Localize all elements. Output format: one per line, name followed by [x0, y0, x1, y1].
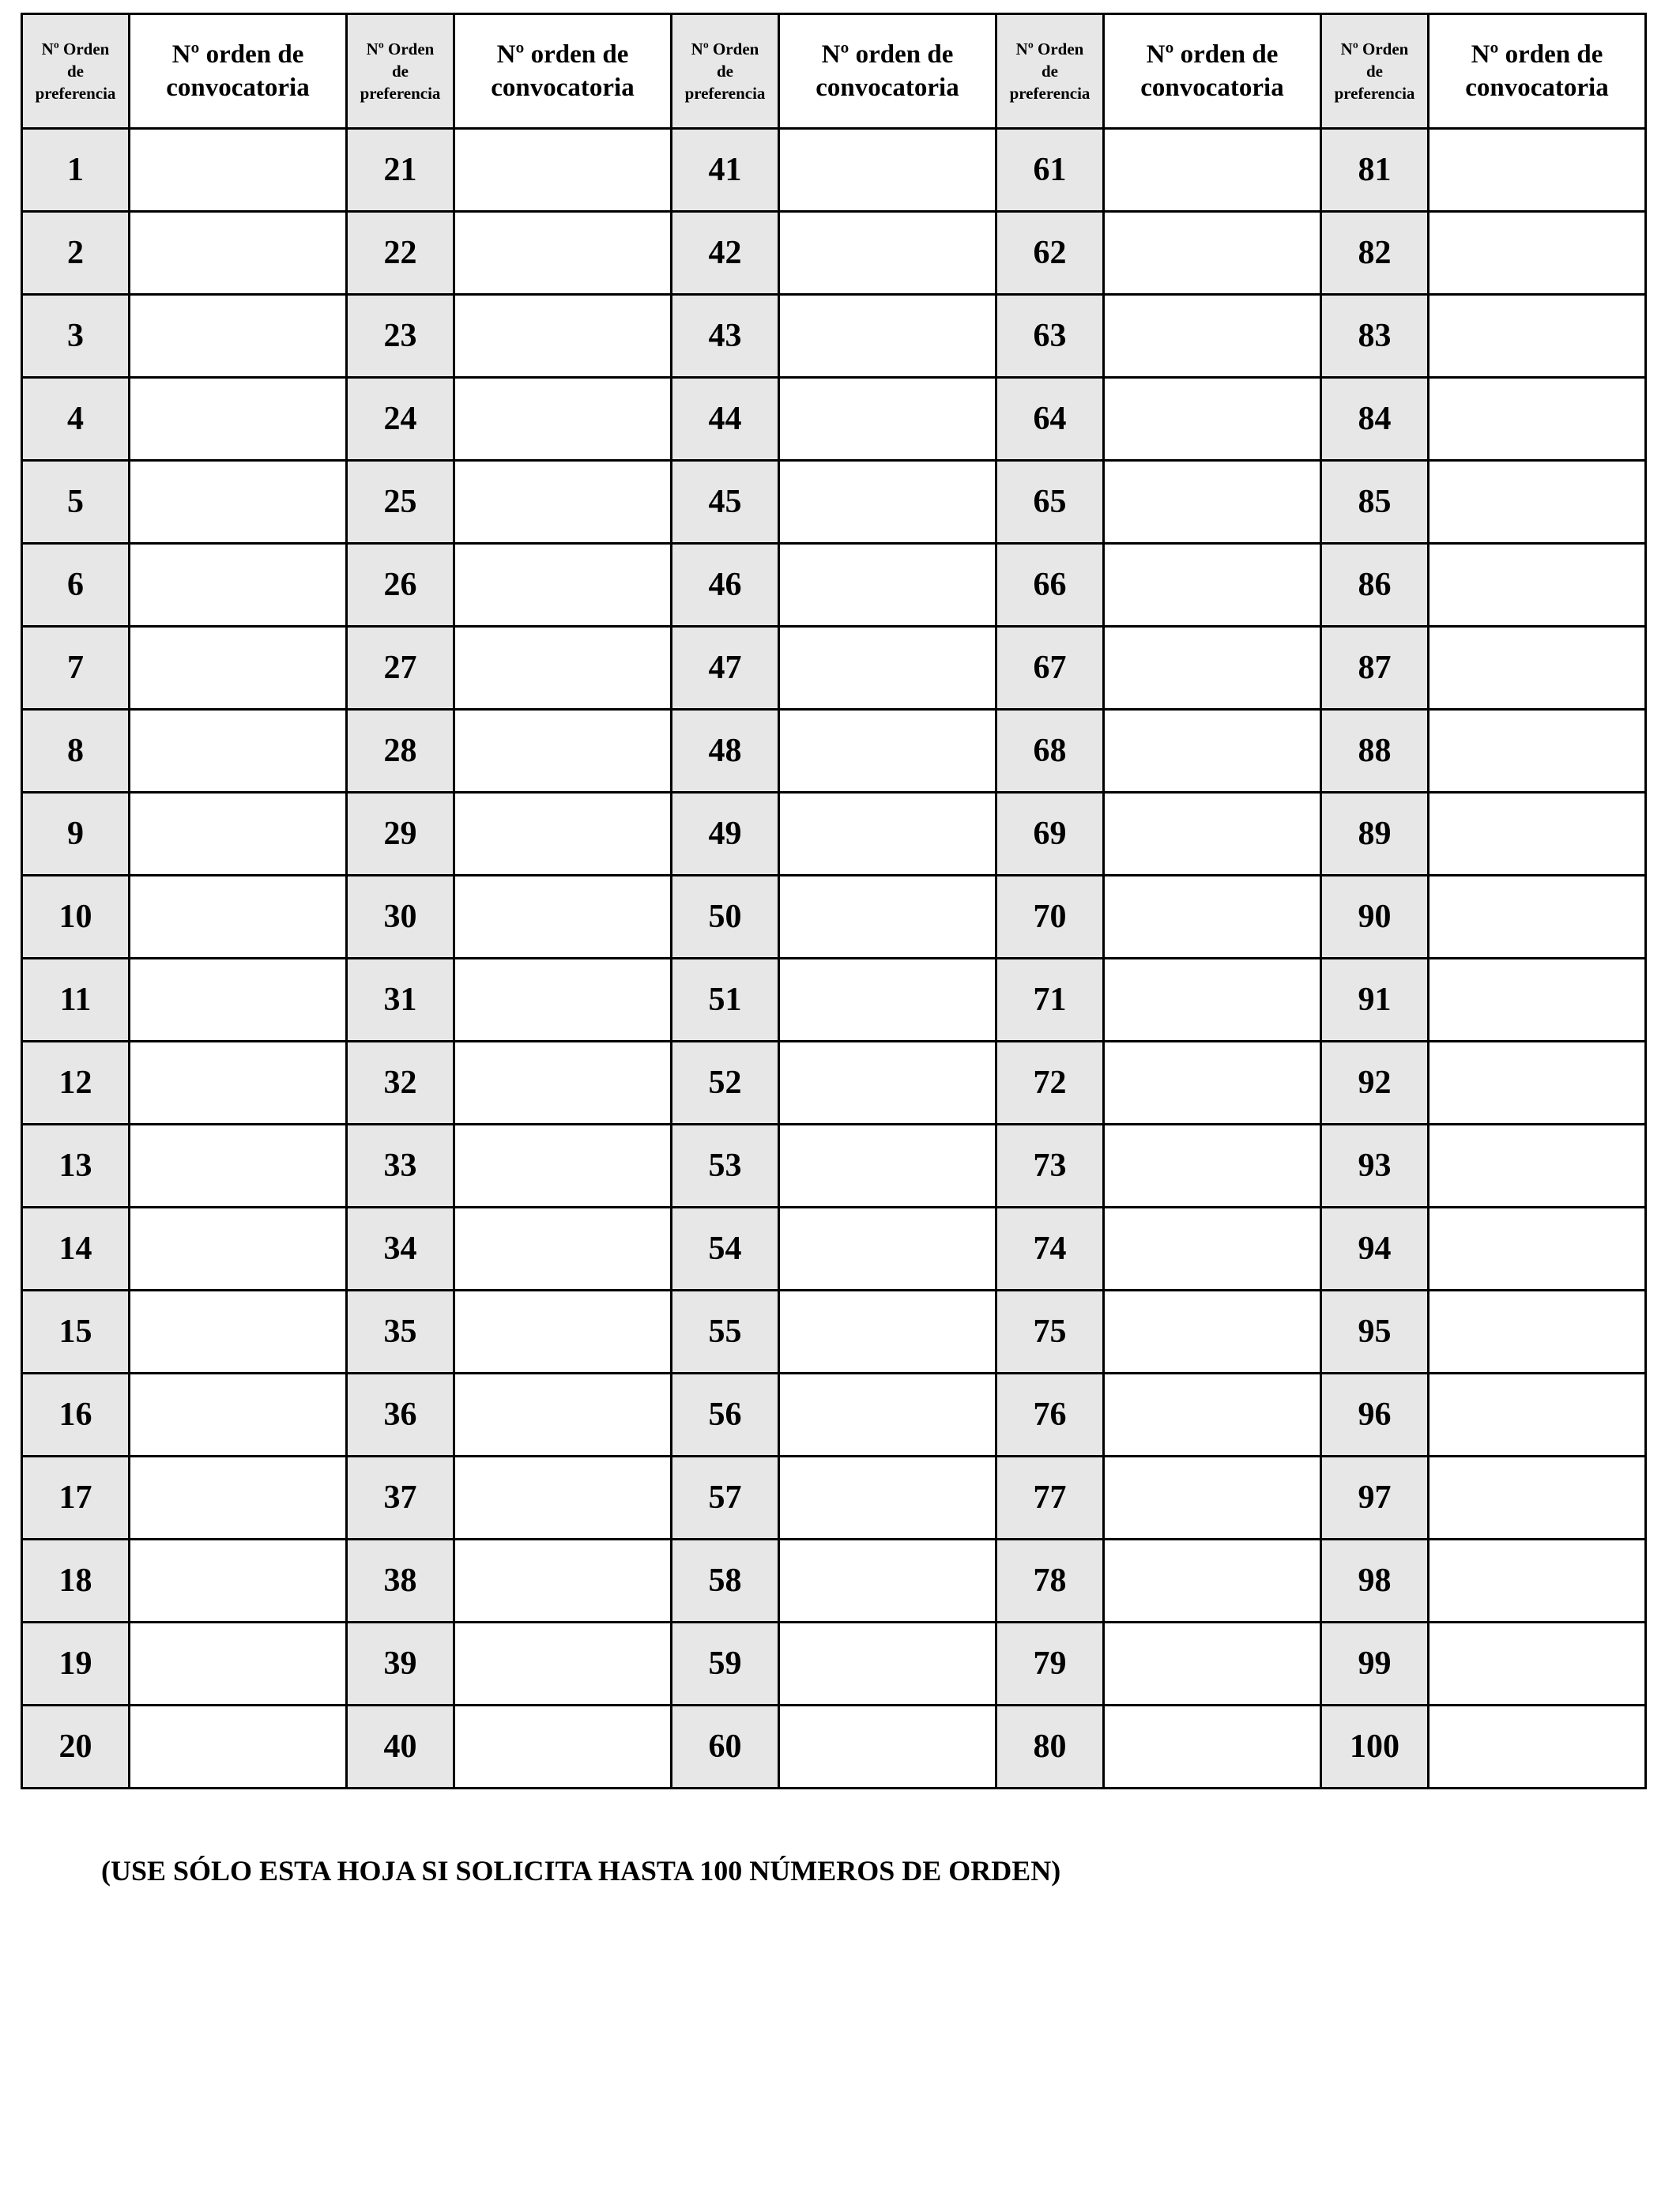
table-row [22, 295, 1646, 378]
preference-number: 15 [22, 1291, 130, 1374]
preference-number: 62 [996, 212, 1104, 295]
call-order-field[interactable] [130, 212, 347, 295]
call-order-field[interactable] [1104, 544, 1321, 627]
call-order-field[interactable] [454, 959, 672, 1042]
header-preference-order [22, 14, 130, 129]
preference-number: 10 [22, 876, 130, 959]
header-line: preferencia [1334, 84, 1415, 103]
header-line: convocatoria [491, 74, 635, 102]
call-order-field[interactable] [454, 212, 672, 295]
preference-number: 31 [347, 959, 454, 1042]
call-order-field[interactable] [779, 1540, 996, 1623]
call-order-field[interactable] [454, 378, 672, 461]
call-order-field[interactable] [1104, 1540, 1321, 1623]
header-line: Nº orden de [1146, 40, 1279, 69]
call-order-field[interactable] [1429, 1540, 1646, 1623]
preference-number: 65 [996, 461, 1104, 544]
preference-number: 14 [22, 1208, 130, 1291]
preference-number: 69 [996, 793, 1104, 876]
call-order-field[interactable] [1104, 876, 1321, 959]
preference-number: 52 [672, 1042, 779, 1125]
call-order-field[interactable] [130, 461, 347, 544]
call-order-field[interactable] [1104, 959, 1321, 1042]
call-order-field[interactable] [130, 793, 347, 876]
header-preference-order [347, 14, 454, 129]
call-order-field[interactable] [1104, 1125, 1321, 1208]
call-order-field[interactable] [1429, 876, 1646, 959]
preference-number: 16 [22, 1374, 130, 1457]
call-order-field[interactable] [779, 378, 996, 461]
table-row [22, 710, 1646, 793]
call-order-field[interactable] [779, 627, 996, 710]
call-order-field[interactable] [1104, 1291, 1321, 1374]
header-line: de [1042, 62, 1058, 81]
preference-number: 20 [22, 1706, 130, 1789]
header-line: de [392, 62, 409, 81]
table-row [22, 129, 1646, 212]
preference-number: 57 [672, 1457, 779, 1540]
preference-number: 19 [22, 1623, 130, 1706]
header-preference-order [1321, 14, 1429, 129]
preference-number: 53 [672, 1125, 779, 1208]
preference-number: 8 [22, 710, 130, 793]
preference-number: 6 [22, 544, 130, 627]
call-order-field[interactable] [1104, 1623, 1321, 1706]
table-row [22, 1291, 1646, 1374]
call-order-field[interactable] [130, 1374, 347, 1457]
preference-number: 24 [347, 378, 454, 461]
header-line: Nº Orden [691, 40, 759, 58]
call-order-field[interactable] [454, 710, 672, 793]
call-order-field[interactable] [1429, 793, 1646, 876]
preference-number: 96 [1321, 1374, 1429, 1457]
preference-number: 27 [347, 627, 454, 710]
call-order-field[interactable] [1429, 295, 1646, 378]
preference-number: 93 [1321, 1125, 1429, 1208]
preference-number: 9 [22, 793, 130, 876]
table-row [22, 1042, 1646, 1125]
preference-number: 89 [1321, 793, 1429, 876]
preference-number: 12 [22, 1042, 130, 1125]
table-row [22, 212, 1646, 295]
header-line: convocatoria [1465, 74, 1609, 102]
call-order-field[interactable] [1429, 959, 1646, 1042]
call-order-field[interactable] [1429, 129, 1646, 212]
call-order-field[interactable] [130, 710, 347, 793]
preference-number: 2 [22, 212, 130, 295]
preference-number: 44 [672, 378, 779, 461]
call-order-field[interactable] [130, 544, 347, 627]
preference-number: 100 [1321, 1706, 1429, 1789]
preference-number: 75 [996, 1291, 1104, 1374]
call-order-field[interactable] [130, 1208, 347, 1291]
header-preference-order [672, 14, 779, 129]
preference-number: 67 [996, 627, 1104, 710]
call-order-field[interactable] [130, 876, 347, 959]
header-line: Nº orden de [496, 40, 629, 69]
call-order-field[interactable] [130, 378, 347, 461]
call-order-field[interactable] [1429, 1125, 1646, 1208]
preference-number: 90 [1321, 876, 1429, 959]
call-order-field[interactable] [130, 129, 347, 212]
header-call-order [1104, 14, 1321, 129]
preference-number: 38 [347, 1540, 454, 1623]
preference-number: 42 [672, 212, 779, 295]
preference-number: 51 [672, 959, 779, 1042]
preference-number: 29 [347, 793, 454, 876]
call-order-field[interactable] [1429, 1291, 1646, 1374]
call-order-field[interactable] [1429, 461, 1646, 544]
call-order-field[interactable] [779, 793, 996, 876]
table-row [22, 1125, 1646, 1208]
call-order-field[interactable] [454, 1291, 672, 1374]
table-row [22, 627, 1646, 710]
call-order-field[interactable] [779, 1374, 996, 1457]
preference-number: 79 [996, 1623, 1104, 1706]
table-row [22, 876, 1646, 959]
preference-number: 92 [1321, 1042, 1429, 1125]
call-order-field[interactable] [1104, 378, 1321, 461]
call-order-field[interactable] [779, 1706, 996, 1789]
preference-number: 66 [996, 544, 1104, 627]
preference-number: 11 [22, 959, 130, 1042]
header-line: Nº Orden [1015, 40, 1084, 58]
preference-number: 85 [1321, 461, 1429, 544]
preference-number: 63 [996, 295, 1104, 378]
table-row [22, 461, 1646, 544]
preference-number: 36 [347, 1374, 454, 1457]
preference-number: 7 [22, 627, 130, 710]
call-order-field[interactable] [1429, 1706, 1646, 1789]
header-line: convocatoria [816, 74, 959, 102]
preference-number: 68 [996, 710, 1104, 793]
header-line: preferencia [35, 84, 116, 103]
preference-number: 73 [996, 1125, 1104, 1208]
call-order-field[interactable] [779, 129, 996, 212]
header-call-order [779, 14, 996, 129]
preference-number: 33 [347, 1125, 454, 1208]
preference-number: 43 [672, 295, 779, 378]
call-order-field[interactable] [130, 959, 347, 1042]
preference-number: 13 [22, 1125, 130, 1208]
call-order-field[interactable] [1429, 544, 1646, 627]
footer-note: (USE SÓLO ESTA HOJA SI SOLICITA HASTA 100 NÚMEROS DE ORDEN) [101, 1855, 1061, 1887]
preference-number: 37 [347, 1457, 454, 1540]
table-header-row [22, 14, 1646, 129]
call-order-field[interactable] [1429, 1042, 1646, 1125]
call-order-field[interactable] [779, 959, 996, 1042]
preference-number: 4 [22, 378, 130, 461]
call-order-field[interactable] [779, 1457, 996, 1540]
preference-number: 59 [672, 1623, 779, 1706]
preference-number: 5 [22, 461, 130, 544]
header-line: preferencia [1009, 84, 1090, 103]
header-call-order [130, 14, 347, 129]
header-line: Nº orden de [1471, 40, 1603, 69]
preference-number: 40 [347, 1706, 454, 1789]
call-order-field[interactable] [779, 1623, 996, 1706]
call-order-field[interactable] [1429, 1208, 1646, 1291]
preference-number: 61 [996, 129, 1104, 212]
preference-number: 98 [1321, 1540, 1429, 1623]
call-order-field[interactable] [454, 295, 672, 378]
table-row [22, 1457, 1646, 1540]
call-order-field[interactable] [454, 1125, 672, 1208]
call-order-field[interactable] [130, 1291, 347, 1374]
preference-number: 99 [1321, 1623, 1429, 1706]
preference-number: 58 [672, 1540, 779, 1623]
header-call-order [454, 14, 672, 129]
call-order-field[interactable] [779, 1208, 996, 1291]
call-order-field[interactable] [130, 1623, 347, 1706]
table-row [22, 544, 1646, 627]
preference-number: 95 [1321, 1291, 1429, 1374]
header-line: Nº orden de [821, 40, 954, 69]
preference-number: 18 [22, 1540, 130, 1623]
preference-number: 48 [672, 710, 779, 793]
call-order-field[interactable] [1104, 461, 1321, 544]
table-row [22, 1540, 1646, 1623]
call-order-field[interactable] [1104, 627, 1321, 710]
call-order-field[interactable] [1429, 212, 1646, 295]
table-row [22, 378, 1646, 461]
call-order-field[interactable] [130, 1457, 347, 1540]
call-order-field[interactable] [1104, 212, 1321, 295]
call-order-field[interactable] [454, 461, 672, 544]
header-line: de [717, 62, 733, 81]
call-order-field[interactable] [454, 627, 672, 710]
call-order-field[interactable] [454, 1623, 672, 1706]
call-order-field[interactable] [1429, 378, 1646, 461]
call-order-field[interactable] [1104, 1374, 1321, 1457]
preference-number: 94 [1321, 1208, 1429, 1291]
table-row [22, 1706, 1646, 1789]
table-row [22, 1208, 1646, 1291]
call-order-field[interactable] [1429, 1457, 1646, 1540]
call-order-field[interactable] [779, 1125, 996, 1208]
table-row [22, 1374, 1646, 1457]
header-line: Nº Orden [41, 40, 110, 58]
header-line: preferencia [360, 84, 441, 103]
preference-number: 76 [996, 1374, 1104, 1457]
header-line: Nº Orden [366, 40, 435, 58]
header-line: preferencia [684, 84, 766, 103]
call-order-field[interactable] [779, 710, 996, 793]
header-preference-order [996, 14, 1104, 129]
call-order-field[interactable] [454, 1208, 672, 1291]
call-order-field[interactable] [1104, 710, 1321, 793]
preference-number: 74 [996, 1208, 1104, 1291]
header-line: Nº Orden [1340, 40, 1409, 58]
preference-number: 71 [996, 959, 1104, 1042]
preference-number: 3 [22, 295, 130, 378]
preference-number: 87 [1321, 627, 1429, 710]
preference-number: 81 [1321, 129, 1429, 212]
call-order-field[interactable] [454, 1706, 672, 1789]
call-order-field[interactable] [779, 1042, 996, 1125]
preference-number: 80 [996, 1706, 1104, 1789]
preference-number: 84 [1321, 378, 1429, 461]
table-row [22, 1623, 1646, 1706]
call-order-field[interactable] [779, 544, 996, 627]
call-order-field[interactable] [1104, 129, 1321, 212]
call-order-field[interactable] [454, 1374, 672, 1457]
call-order-field[interactable] [1104, 793, 1321, 876]
preference-number: 55 [672, 1291, 779, 1374]
preference-number: 26 [347, 544, 454, 627]
call-order-field[interactable] [1429, 627, 1646, 710]
call-order-field[interactable] [130, 1706, 347, 1789]
preference-number: 35 [347, 1291, 454, 1374]
preference-number: 23 [347, 295, 454, 378]
preference-number: 21 [347, 129, 454, 212]
preference-number: 60 [672, 1706, 779, 1789]
preference-number: 64 [996, 378, 1104, 461]
call-order-field[interactable] [779, 876, 996, 959]
preference-number: 70 [996, 876, 1104, 959]
preference-number: 97 [1321, 1457, 1429, 1540]
preference-number: 17 [22, 1457, 130, 1540]
preference-number: 30 [347, 876, 454, 959]
preference-number: 46 [672, 544, 779, 627]
preference-number: 83 [1321, 295, 1429, 378]
preference-number: 32 [347, 1042, 454, 1125]
header-line: Nº orden de [171, 40, 304, 69]
preference-number: 77 [996, 1457, 1104, 1540]
preference-number: 45 [672, 461, 779, 544]
call-order-field[interactable] [130, 1540, 347, 1623]
preference-number: 47 [672, 627, 779, 710]
table-row [22, 793, 1646, 876]
table-row [22, 959, 1646, 1042]
header-call-order [1429, 14, 1646, 129]
call-order-field[interactable] [454, 1540, 672, 1623]
call-order-field[interactable] [130, 1125, 347, 1208]
preference-number: 72 [996, 1042, 1104, 1125]
preference-number: 39 [347, 1623, 454, 1706]
preference-number: 56 [672, 1374, 779, 1457]
call-order-field[interactable] [779, 212, 996, 295]
call-order-field[interactable] [130, 295, 347, 378]
call-order-field[interactable] [1429, 710, 1646, 793]
preference-number: 54 [672, 1208, 779, 1291]
preference-number: 1 [22, 129, 130, 212]
call-order-field[interactable] [454, 793, 672, 876]
header-line: convocatoria [1140, 74, 1284, 102]
preference-number: 88 [1321, 710, 1429, 793]
header-line: convocatoria [166, 74, 310, 102]
preference-number: 25 [347, 461, 454, 544]
call-order-field[interactable] [1429, 1374, 1646, 1457]
call-order-field[interactable] [454, 129, 672, 212]
call-order-field[interactable] [1429, 1623, 1646, 1706]
call-order-field[interactable] [779, 295, 996, 378]
call-order-field[interactable] [1104, 1208, 1321, 1291]
call-order-field[interactable] [1104, 1042, 1321, 1125]
preference-number: 91 [1321, 959, 1429, 1042]
header-line: de [67, 62, 84, 81]
header-line: de [1366, 62, 1383, 81]
call-order-field[interactable] [454, 1457, 672, 1540]
table-body [22, 129, 1646, 1789]
call-order-field[interactable] [1104, 1706, 1321, 1789]
call-order-field[interactable] [454, 544, 672, 627]
preference-number: 22 [347, 212, 454, 295]
preference-number: 34 [347, 1208, 454, 1291]
call-order-field[interactable] [130, 627, 347, 710]
preference-number: 28 [347, 710, 454, 793]
preference-table [21, 13, 1647, 1789]
preference-number: 50 [672, 876, 779, 959]
call-order-field[interactable] [454, 1042, 672, 1125]
call-order-field[interactable] [1104, 295, 1321, 378]
call-order-field[interactable] [454, 876, 672, 959]
call-order-field[interactable] [1104, 1457, 1321, 1540]
preference-number: 49 [672, 793, 779, 876]
call-order-field[interactable] [779, 461, 996, 544]
preference-number: 86 [1321, 544, 1429, 627]
preference-number: 82 [1321, 212, 1429, 295]
call-order-field[interactable] [779, 1291, 996, 1374]
preference-number: 78 [996, 1540, 1104, 1623]
call-order-field[interactable] [130, 1042, 347, 1125]
preference-number: 41 [672, 129, 779, 212]
